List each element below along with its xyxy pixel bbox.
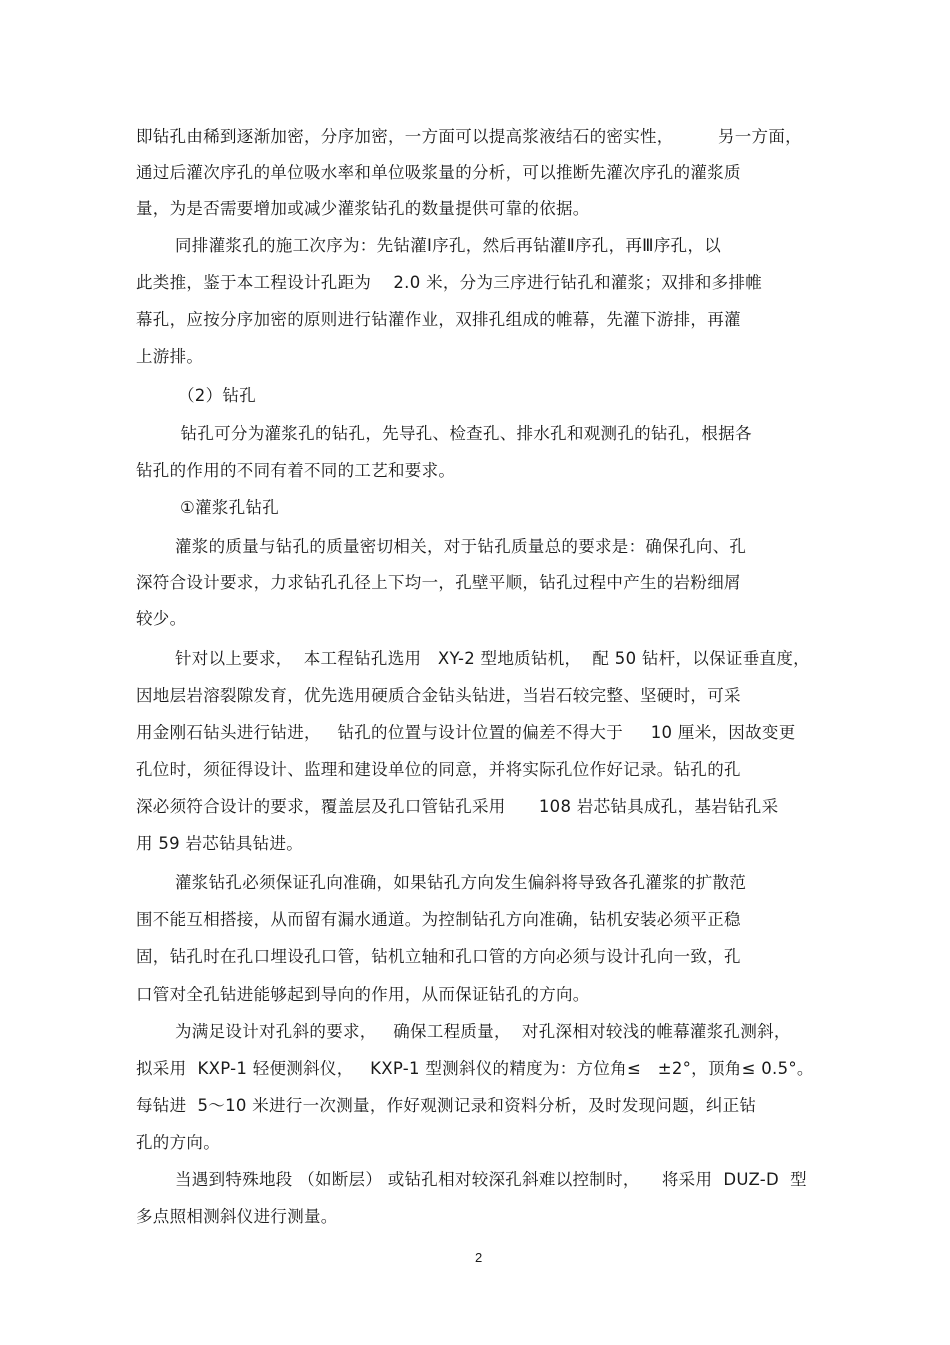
text-line: 为满足设计对孔斜的要求， 确保工程质量， 对孔深相对较浅的帷幕灌浆孔测斜， — [175, 1022, 791, 1041]
text-line: 深必须符合设计的要求，覆盖层及孔口管钻孔采用 108 岩芯钻具成孔，基岩钻孔采 — [136, 797, 779, 816]
text-line: 幕孔，应按分序加密的原则进行钻灌作业，双排孔组成的帷幕，先灌下游排，再灌 — [136, 310, 741, 329]
text-line: 用 59 岩芯钻具钻进。 — [136, 834, 304, 853]
text-line: 围不能互相搭接，从而留有漏水通道。为控制钻孔方向准确，钻机安装必须平正稳 — [136, 910, 741, 929]
text-line: 固，钻孔时在孔口埋设孔口管，钻机立轴和孔口管的方向必须与设计孔向一致，孔 — [136, 947, 741, 966]
text-line: 较少。 — [136, 609, 187, 628]
text-line: 口管对全孔钻进能够起到导向的作用，从而保证钻孔的方向。 — [136, 985, 590, 1004]
text-line: 上游排。 — [136, 347, 204, 366]
text-line: 灌浆钻孔必须保证孔向准确，如果钻孔方向发生偏斜将导致各孔灌浆的扩散范 — [175, 873, 747, 892]
text-line: 钻孔可分为灌浆孔的钻孔，先导孔、检查孔、排水孔和观测孔的钻孔，根据各 — [175, 424, 752, 443]
text-line: 拟采用 KXP-1 轻便测斜仪， KXP-1 型测斜仪的精度为：方位角≤ ±2°，顶角≤ 0.5°。 — [136, 1059, 814, 1078]
text-line: 灌浆的质量与钻孔的质量密切相关，对于钻孔质量总的要求是：确保孔向、孔 — [175, 537, 747, 556]
text-line: 同排灌浆孔的施工次序为：先钻灌Ⅰ序孔，然后再钻灌Ⅱ序孔，再Ⅲ序孔，以 — [175, 236, 722, 255]
section-heading: （2）钻孔 — [178, 386, 256, 405]
text-line: 通过后灌次序孔的单位吸水率和单位吸浆量的分析，可以推断先灌次序孔的灌浆质 — [136, 163, 741, 182]
text-line: 每钻进 5～10 米进行一次测量，作好观测记录和资料分析，及时发现问题，纠正钻 — [136, 1096, 757, 1115]
text-line: 因地层岩溶裂隙发育，优先选用硬质合金钻头钻进，当岩石较完整、坚硬时，可采 — [136, 686, 741, 705]
text-line: 钻孔的作用的不同有着不同的工艺和要求。 — [136, 461, 456, 480]
text-line: 当遇到特殊地段 （如断层） 或钻孔相对较深孔斜难以控制时， 将采用 DUZ-D 型 — [175, 1170, 807, 1189]
text-line: 针对以上要求， 本工程钻孔选用 XY-2 型地质钻机， 配 50 钻杆，以保证垂直度， — [175, 649, 810, 668]
text-line: 用金刚石钻头进行钻进， 钻孔的位置与设计位置的偏差不得大于 10 厘米，因故变更 — [136, 723, 796, 742]
text-line: 深符合设计要求，力求钻孔孔径上下均一，孔壁平顺，钻孔过程中产生的岩粉细屑 — [136, 573, 741, 592]
text-line: 孔的方向。 — [136, 1133, 220, 1152]
page-number: 2 — [475, 1250, 483, 1265]
subsection-heading: ①灌浆孔钻孔 — [180, 498, 280, 517]
text-line: 量，为是否需要增加或减少灌浆钻孔的数量提供可靠的依据。 — [136, 199, 590, 218]
text-line: 多点照相测斜仪进行测量。 — [136, 1207, 338, 1226]
text-line: 即钻孔由稀到逐渐加密，分序加密，一方面可以提高浆液结石的密实性， 另一方面， — [136, 127, 802, 146]
text-line: 孔位时，须征得设计、监理和建设单位的同意，并将实际孔位作好记录。钻孔的孔 — [136, 760, 741, 779]
text-line: 此类推，鉴于本工程设计孔距为 2.0 米，分为三序进行钻孔和灌浆；双排和多排帷 — [136, 273, 763, 292]
